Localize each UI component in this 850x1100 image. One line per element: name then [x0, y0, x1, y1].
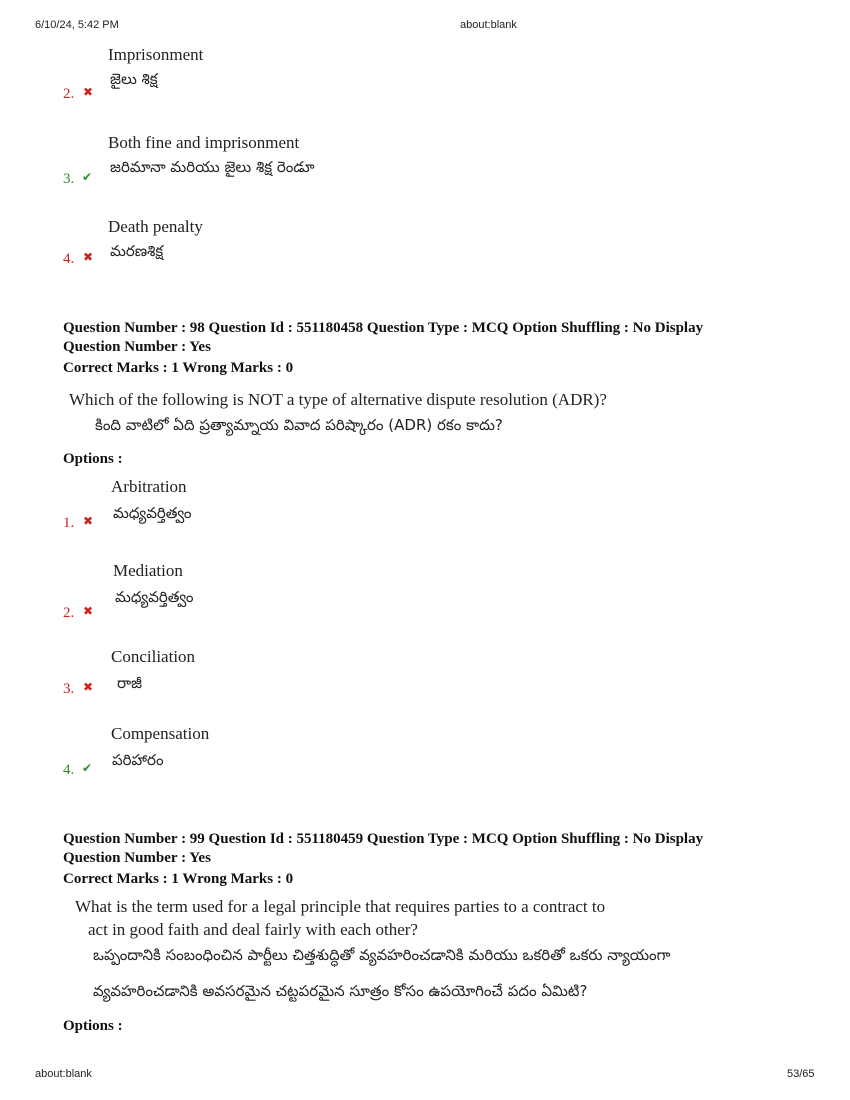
print-datetime: 6/10/24, 5:42 PM	[35, 19, 119, 31]
wrong-icon: ✖	[83, 680, 94, 694]
question-text-te: కింది వాటిలో ఏది ప్రత్యామ్నాయ వివాద పరిష్కారం (ADR) రకం కాదు?	[95, 416, 503, 434]
option-text-te: మధ్యవర్తిత్వం	[115, 588, 194, 606]
option-number: 2.	[63, 86, 75, 102]
option-text-en: Conciliation	[111, 647, 196, 666]
option-text-en: Arbitration	[111, 477, 187, 496]
options-label: Options :	[63, 451, 123, 467]
question-meta-line: Question Number : 98 Question Id : 551180458 Question Type : MCQ Option Shuffling : No Display	[63, 320, 704, 336]
option-number: 4.	[63, 251, 75, 267]
options-label: Options :	[63, 1018, 123, 1034]
marks-line: Correct Marks : 1 Wrong Marks : 0	[63, 871, 294, 887]
question-text-en: act in good faith and deal fairly with each other?	[88, 920, 418, 939]
print-url: about:blank	[35, 1068, 92, 1080]
option-number: 4.	[63, 762, 75, 778]
option-text-te: పరిహారం	[112, 751, 164, 769]
option-text-te: మధ్యవర్తిత్వం	[113, 504, 192, 522]
check-icon: ✔	[82, 170, 93, 184]
wrong-icon: ✖	[83, 514, 94, 528]
page-number: 53/65	[787, 1068, 815, 1080]
option-text-en: Mediation	[113, 561, 183, 580]
marks-line: Correct Marks : 1 Wrong Marks : 0	[63, 360, 294, 376]
option-text-en: Compensation	[111, 724, 210, 743]
option-text-en: Both fine and imprisonment	[108, 133, 300, 152]
option-text-te: జైలు శిక్ష	[110, 70, 158, 88]
option-number: 1.	[63, 515, 75, 531]
option-text-en: Death penalty	[108, 217, 203, 236]
print-title: about:blank	[460, 19, 517, 31]
option-text-te: జరిమానా మరియు జైలు శిక్ష రెండూ	[110, 158, 315, 176]
option-number: 2.	[63, 605, 75, 621]
option-number: 3.	[63, 171, 75, 187]
question-meta-line: Question Number : Yes	[63, 339, 211, 355]
check-icon: ✔	[82, 761, 93, 775]
question-text-en: What is the term used for a legal principle that requires parties to a contract to	[75, 897, 606, 916]
option-number: 3.	[63, 681, 75, 697]
option-text-en: Imprisonment	[108, 45, 204, 64]
wrong-icon: ✖	[83, 250, 94, 264]
question-meta-line: Question Number : 99 Question Id : 551180459 Question Type : MCQ Option Shuffling : No Display	[63, 831, 704, 847]
wrong-icon: ✖	[83, 85, 94, 99]
option-text-te: మరణశిక్ష	[110, 242, 164, 260]
question-text-te: ఒప్పందానికి సంబంధించిన పార్టీలు చిత్తశుద్ధితో వ్యవహరించడానికి మరియు ఒకరితో ఒకరు న్యాయంగా	[93, 946, 671, 964]
question-meta-line: Question Number : Yes	[63, 850, 211, 866]
option-text-te: రాజీ	[117, 674, 143, 692]
wrong-icon: ✖	[83, 604, 94, 618]
question-text-te: వ్యవహరించడానికి అవసరమైన చట్టపరమైన సూత్రం కోసం ఉపయోగించే పదం ఏమిటి?	[93, 982, 588, 1000]
question-text-en: Which of the following is NOT a type of alternative dispute resolution (ADR)?	[69, 390, 607, 409]
